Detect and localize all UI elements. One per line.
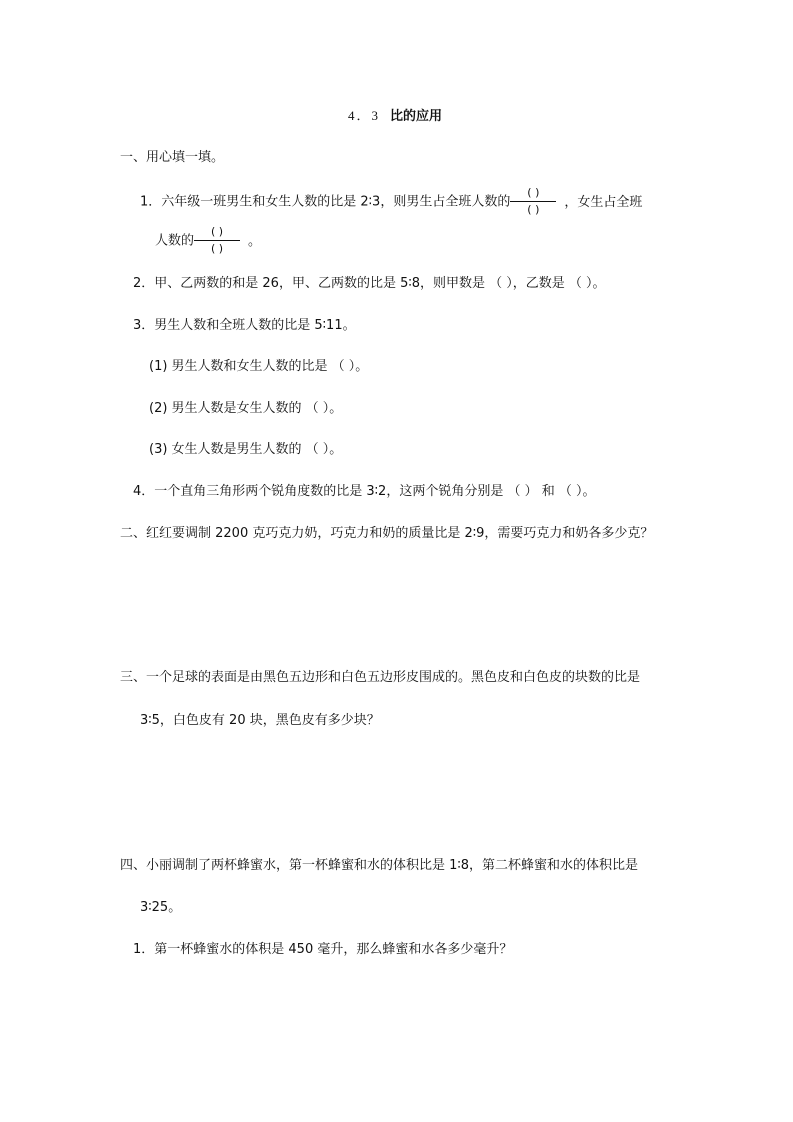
question-2: 2．甲、乙两数的和是 26，甲、乙两数的比是 5∶8，则甲数是 （ ），乙数是 （ ）。 [133, 276, 606, 291]
question-1-line-1 [140, 185, 642, 219]
fraction-denominator-blank: ( ) [527, 203, 540, 216]
question-3-part-2: (2) 男生人数是女生人数的 （ ）。 [149, 401, 343, 416]
fraction-blank-2[interactable] [194, 224, 240, 258]
section-1-heading: 一、用心填一填。 [120, 150, 225, 165]
section-3-line-1: 三、一个足球的表面是由黑色五边形和白色五边形皮围成的。黑色皮和白色皮的块数的比是 [120, 670, 641, 685]
question-3-part-1: (1) 男生人数和女生人数的比是 （ ）。 [149, 359, 369, 374]
question-1-line-2 [155, 224, 261, 258]
page-title [348, 108, 442, 125]
question-3: 3．男生人数和全班人数的比是 5∶11。 [133, 318, 356, 333]
question-1-text-a: 1．六年级一班男生和女生人数的比是 2∶3，则男生占全班人数的 [140, 194, 511, 210]
fraction-bar [510, 201, 556, 202]
question-4: 4．一个直角三角形两个锐角度数的比是 3∶2，这两个锐角分别是 （ ） 和 （ ）。 [133, 484, 596, 499]
fraction-numerator-blank: ( ) [527, 186, 540, 199]
fraction-bar [194, 240, 240, 241]
fraction-blank-1[interactable] [510, 185, 556, 219]
question-1-text-c: 人数的 [155, 233, 195, 249]
question-1-text-d: 。 [248, 233, 262, 249]
fraction-denominator-blank: ( ) [210, 242, 224, 255]
question-1-text-b: ，女生占全班 [564, 194, 643, 210]
fraction-numerator-blank: ( ) [210, 225, 224, 238]
title-text: 比的应用 [390, 109, 443, 124]
section-4-question-1: 1．第一杯蜂蜜水的体积是 450 毫升，那么蜂蜜和水各多少毫升？ [133, 942, 513, 957]
section-3-line-2: 3∶5，白色皮有 20 块，黑色皮有多少块？ [140, 713, 380, 728]
section-4-line-1: 四、小丽调制了两杯蜂蜜水，第一杯蜂蜜和水的体积比是 1∶8，第二杯蜂蜜和水的体积比是 [120, 858, 639, 873]
question-3-part-3: (3) 女生人数是男生人数的 （ ）。 [149, 442, 343, 457]
section-number: 4．3 [348, 108, 381, 123]
section-4-line-2: 3∶25。 [140, 900, 182, 915]
section-2-question: 二、红红要调制 2200 克巧克力奶，巧克力和奶的质量比是 2∶9，需要巧克力和奶各多少克？ [120, 526, 654, 541]
